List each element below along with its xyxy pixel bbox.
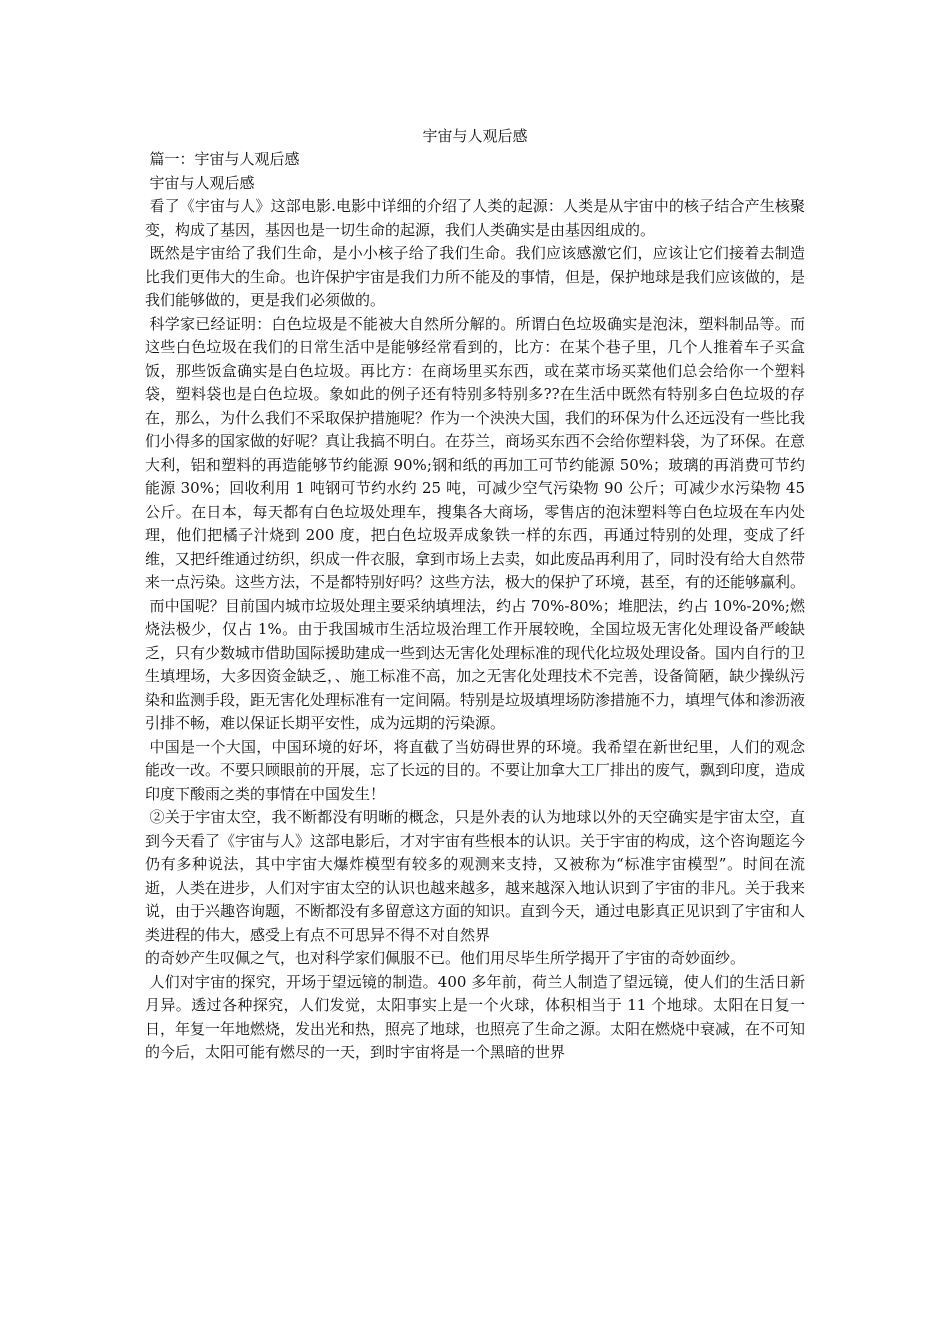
document-page	[145, 0, 805, 1344]
paragraph: ②关于宇宙太空，我不断都没有明晰的概念，只是外表的认为地球以外的天空确实是宇宙太空，直到今天看了《宇宙与人》这部电影后，才对宇宙有些根本的认识。关于宇宙的构成，这个咨询题迄今仍有多种说法，其中宇宙大爆炸模型有较多的观测来支持，又被称为“标准宇宙模型”。时间在流逝，人类在进步，人们对宇宙太空的认识也越来越多，越来越深入地认识到了宇宙的非凡。关于我来说，由于兴趣咨询题，不断都没有多留意这方面的知识。直到今天，通过电影真正见识到了宇宙和人类进程的伟大，感受上有点不可思异不得不对自然界	[145, 808, 806, 944]
document-body	[145, 148, 805, 1065]
paragraph: 既然是宇宙给了我们生命，是小小核子给了我们生命。我们应该感激它们，应该让它们接着去制造比我们更伟大的生命。也许保护宇宙是我们力所不能及的事情，但是，保护地球是我们应该做的，是我们能够做的，更是我们必须做的。	[145, 244, 806, 309]
section-subtitle: 宇宙与人观后感	[149, 173, 255, 192]
paragraph: 而中国呢？目前国内城市垃圾处理主要采纳填埋法，约占 70%-80%；堆肥法，约占 10%-20%;燃烧法极少，仅占 1%。由于我国城市生活垃圾治理工作开展较晚，全国垃圾无害化处理设备严峻缺乏，只有少数城市借助国际援助建成一些到达无害化处理标准的现代化垃圾处理设备。国内自行的卫生填埋场，大多因资金缺乏，、施工标准不高，加之无害化处理技术不完善，设备简陋，缺少操纵污染和监测手段，距无害化处理标准有一定间隔。特别是垃圾填埋场防渗措施不力，填埋气体和渗沥液引排不畅，难以保证长期平安性，成为远期的污染源。	[145, 596, 806, 732]
section-heading: 篇一：宇宙与人观后感	[149, 150, 300, 168]
paragraph: 的奇妙产生叹佩之气，也对科学家们佩服不已。他们用尽毕生所学揭开了宇宙的奇妙面纱。	[145, 949, 746, 967]
paragraph: 中国是一个大国，中国环境的好坏，将直截了当妨碍世界的环境。我希望在新世纪里，人们的观念能改一改。不要只顾眼前的开展，忘了长远的目的。不要让加拿大工厂排出的废气，飘到印度，造成印度下酸雨之类的事情在中国发生！	[145, 737, 806, 803]
paragraph: 人们对宇宙的探究，开场于望远镜的制造。400 多年前，荷兰人制造了望远镜，使人们的生活日新月异。透过各种探究，人们发觉，太阳事实上是一个火球，体积相当于 11 个地球。太阳在日复一日，年复一年地燃烧，发出光和热，照亮了地球，也照亮了生命之源。太阳在燃烧中衰减，在不可知的今后，太阳可能有燃尽的一天，到时宇宙将是一个黑暗的世界	[145, 972, 806, 1061]
document-title: 宇宙与人观后感	[422, 127, 528, 145]
paragraph: 科学家已经证明：白色垃圾是不能被大自然所分解的。所谓白色垃圾确实是泡沫，塑料制品等。而这些白色垃圾在我们的日常生活中是能够经常看到的，比方：在某个巷子里，几个人推着车子买盒饭，那些饭盒确实是白色垃圾。再比方：在商场里买东西，或在菜市场买菜他们总会给你一个塑料袋，塑料袋也是白色垃圾。象如此的例子还有特别多特别多??在生活中既然有特别多白色垃圾的存在，那么，为什么我们不采取保护措施呢？作为一个泱泱大国，我们的环保为什么还远没有一些比我们小得多的国家做的好呢？真让我搞不明白。在芬兰，商场买东西不会给你塑料袋，为了环保。在意大利，铝和塑料的再造能够节约能源 90%;钢和纸的再加工可节约能源 50%；玻璃的再消费可节约能源 30%；回收利用 1 吨钢可节约水约 25 吨，可减少空气污染物 90 公斤；可减少水污染物 45 公斤。在日本，每天都有白色垃圾处理车，搜集各大商场，零售店的泡沫塑料等白色垃圾在车内处理，他们把橘子汁烧到 200 度，把白色垃圾弄成象铁一样的东西，再通过特别的处理，变成了纤维，又把纤维通过纺织，织成一件衣服，拿到市场上去卖，如此废品再利用了，同时没有给大自然带来一点污染。这些方法，不是都特别好吗？这些方法，极大的保护了环境，甚至，有的还能够赢利。	[145, 314, 806, 591]
paragraph: 看了《宇宙与人》这部电影.电影中详细的介绍了人类的起源：人类是从宇宙中的核子结合产生核聚变，构成了基因，基因也是一切生命的起源，我们人类确实是由基因组成的。	[145, 197, 805, 239]
